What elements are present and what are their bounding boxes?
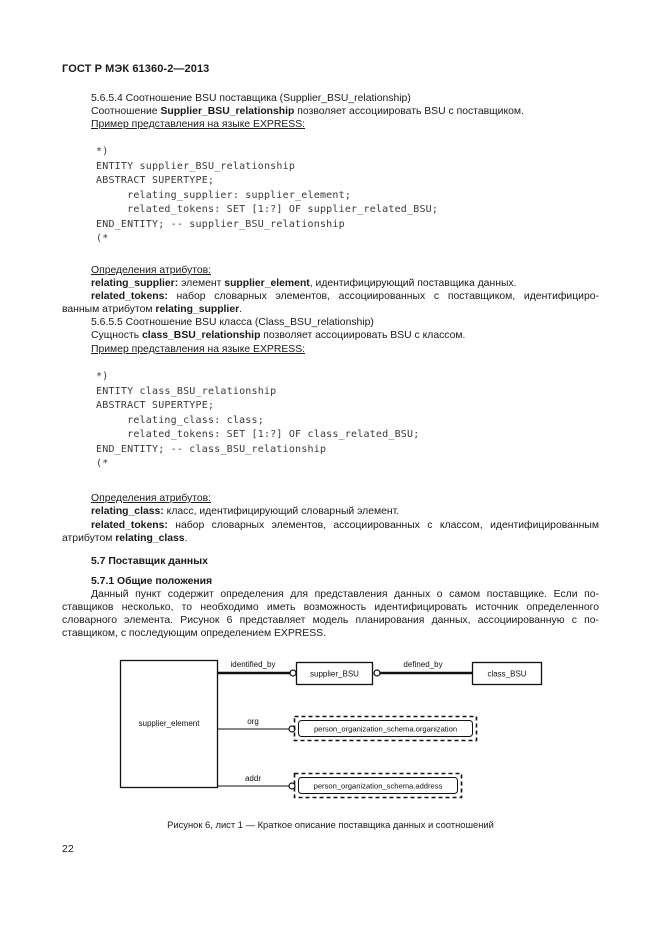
entity-name: Supplier_BSU_relationship <box>160 106 295 117</box>
paragraph-line: ставщиком, с последующим определением EXPRESS. <box>62 628 326 639</box>
document-header: ГОСТ Р МЭК 61360-2—2013 <box>62 63 210 75</box>
addr-label: addr <box>244 774 262 783</box>
attr-name: relating_class <box>115 533 185 544</box>
attr-name: related_tokens: <box>91 291 168 302</box>
code-line: END_ENTITY; -- class_BSU_relationship <box>96 443 327 455</box>
code-line: ABSTRACT SUPERTYPE; <box>96 400 215 411</box>
code-line: relating_supplier: supplier_element; <box>96 189 352 201</box>
code-line: (* <box>96 458 109 469</box>
org-label: org <box>247 717 259 726</box>
code-line: (* <box>96 233 109 244</box>
attribute-definitions-title: Определения атрибутов: <box>91 265 212 276</box>
text: позволяет ассоциировать BSU с классом. <box>260 330 466 341</box>
text: набор словарных элементов, ассоциированных с поставщиком, идентифициро- <box>167 291 599 302</box>
text: . <box>239 304 243 315</box>
text: ванным атрибутом <box>62 304 156 315</box>
code-line: related_tokens: SET [1:?] OF supplier_related_BSU; <box>96 204 439 215</box>
defined-by-label: defined_by <box>403 660 443 669</box>
supplier-bsu-label: supplier_BSU <box>310 669 359 679</box>
attr-name: relating_supplier <box>155 304 240 315</box>
addr-type-label: person_organization_schema.address <box>313 781 443 791</box>
page-number: 22 <box>62 843 74 855</box>
defined-by-start-circle <box>374 670 380 676</box>
supplier-element-label: supplier_element <box>138 719 200 728</box>
section-heading-class-bsu: 5.6.5.5 Соотношение BSU класса (Class_BSU_relationship) <box>91 317 374 328</box>
code-line: *) <box>96 146 109 157</box>
text: класс, идентифицирующий словарный элемент. <box>163 506 400 517</box>
code-line: *) <box>96 371 109 382</box>
paragraph-line: Данный пункт содержит определения для представления данных о самом поставщике. Если по- <box>91 589 599 600</box>
entity-name: class_BSU_relationship <box>142 330 261 341</box>
paragraph-line: ставщиков несколько, то необходимо иметь возможность идентифицировать источник определенного <box>62 602 599 613</box>
attribute-definitions-title: Определения атрибутов: <box>91 493 212 504</box>
paragraph-line: словарного элемента. Рисунок 6 представляет модель планирования данных, ассоциированную с по- <box>62 615 599 626</box>
figure-caption: Рисунок 6, лист 1 — Краткое описание поставщика данных и соотношений <box>167 819 494 830</box>
code-line: relating_class: class; <box>96 414 264 426</box>
entity-name: supplier_element <box>224 278 310 289</box>
attr-name: relating_class: <box>91 506 164 517</box>
text: Соотношение <box>91 106 161 117</box>
code-line: ENTITY class_BSU_relationship <box>96 385 277 397</box>
code-line: ABSTRACT SUPERTYPE; <box>96 175 215 186</box>
text: атрибутом <box>62 533 116 544</box>
code-line: ENTITY supplier_BSU_relationship <box>96 160 296 172</box>
identified-by-end-circle <box>290 670 296 676</box>
attr-name: related_tokens: <box>91 520 168 531</box>
text: Сущность <box>91 330 143 341</box>
section-heading-data-supplier: 5.7 Поставщик данных <box>91 556 208 567</box>
identified-by-label: identified_by <box>230 660 276 669</box>
org-type-label: person_organization_schema.organization <box>313 724 458 734</box>
section-heading-supplier-bsu: 5.6.5.4 Соотношение BSU поставщика (Supplier_BSU_relationship) <box>91 93 411 104</box>
text: , идентифицирующий поставщика данных. <box>309 278 517 289</box>
text: элемент <box>178 278 225 289</box>
code-line: END_ENTITY; -- supplier_BSU_relationship <box>96 218 345 230</box>
attr-name: relating_supplier: <box>91 278 179 289</box>
express-example-label: Пример представления на языке EXPRESS: <box>91 119 306 130</box>
text: позволяет ассоциировать BSU с поставщиком. <box>294 106 524 117</box>
code-line: related_tokens: SET [1:?] OF class_related_BSU; <box>96 429 420 440</box>
express-example-label: Пример представления на языке EXPRESS: <box>91 344 306 355</box>
class-bsu-label: class_BSU <box>487 669 527 679</box>
subsection-heading-general: 5.7.1 Общие положения <box>91 576 213 587</box>
text: . <box>184 533 188 544</box>
text: набор словарных элементов, ассоциированных с классом, идентифицированным <box>167 520 599 531</box>
